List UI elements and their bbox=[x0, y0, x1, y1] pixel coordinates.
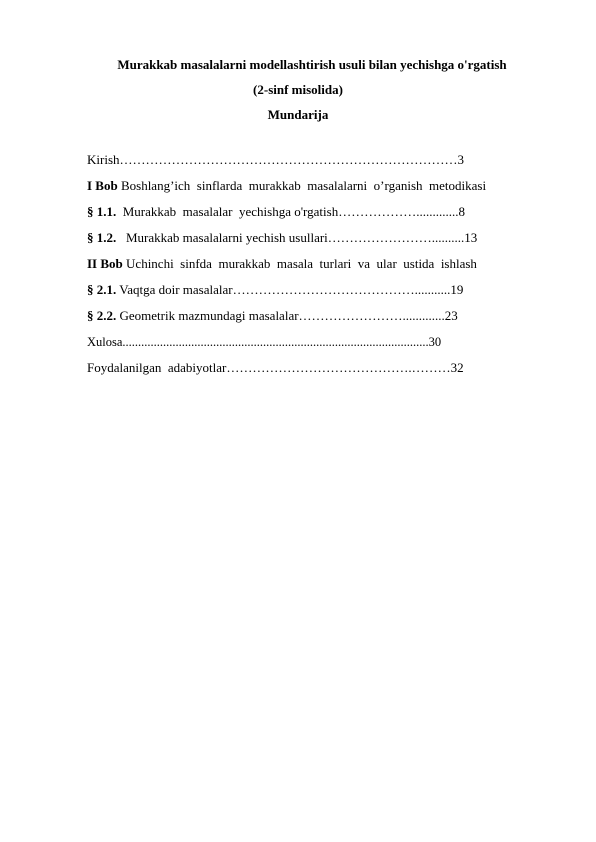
toc-entry-section-2-1 bbox=[87, 282, 463, 298]
toc-entry-chapter-1 bbox=[87, 178, 486, 194]
toc-entry-prefix: § 2.1. bbox=[87, 282, 117, 297]
toc-entry-text: Foydalanilgan adabiyotlar…………………………………….………32 bbox=[87, 360, 464, 375]
toc-entry-prefix: II Bob bbox=[87, 256, 123, 271]
document-title: Murakkab masalalarni modellashtirish usuli bilan yechishga o'rgatish bbox=[117, 57, 507, 72]
toc-entry-text: Murakkab masalalarni yechish usullari……………………..........13 bbox=[116, 230, 478, 245]
toc-entry-text: Murakkab masalalar yechishga o'rgatish……………….............8 bbox=[116, 204, 465, 219]
toc-entry-text: Vaqtga doir masalalar……………………………………...........19 bbox=[116, 282, 464, 297]
toc-entry-text: Kirish……………………………………………………………………3 bbox=[87, 152, 464, 167]
toc-entry-prefix: § 2.2. bbox=[87, 308, 117, 323]
toc-entry-prefix: § 1.2. bbox=[87, 230, 117, 245]
toc-heading: Mundarija bbox=[267, 107, 329, 122]
toc-entry-prefix: I Bob bbox=[87, 178, 118, 193]
toc-entry-references bbox=[87, 360, 464, 376]
toc-entry-text: Uchinchi sinfda murakkab masala turlari va ular ustida ishlash bbox=[122, 256, 477, 271]
toc-entry-prefix: § 1.1. bbox=[87, 204, 117, 219]
toc-entry-chapter-2 bbox=[87, 256, 477, 272]
toc-entry-xulosa bbox=[87, 334, 441, 350]
toc-entry-kirish bbox=[87, 152, 464, 168]
toc-entry-section-1-2 bbox=[87, 230, 477, 246]
toc-entry-text: Geometrik mazmundagi masalalar…………………….............23 bbox=[116, 308, 458, 323]
toc-entry-text: Xulosa..................................................................................................30 bbox=[87, 335, 442, 349]
toc-entry-text: Boshlang’ich sinflarda murakkab masalalarni o’rganish metodikasi bbox=[117, 178, 487, 193]
toc-entry-section-1-1 bbox=[87, 204, 465, 220]
document-subtitle: (2-sinf misolida) bbox=[253, 82, 343, 97]
toc-entry-section-2-2 bbox=[87, 308, 458, 324]
